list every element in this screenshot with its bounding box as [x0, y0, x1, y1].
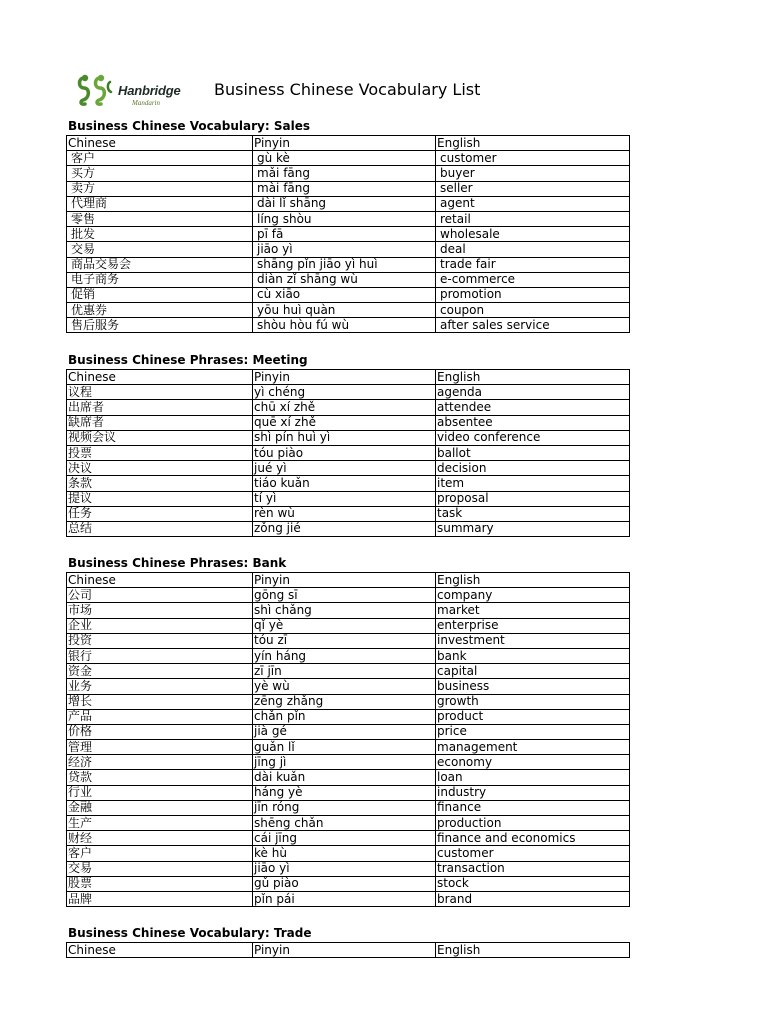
english-cell: proposal	[436, 491, 630, 506]
pinyin-cell: shòu hòu fú wù	[253, 318, 436, 333]
pinyin-cell: diàn zǐ shāng wù	[253, 272, 436, 287]
pinyin-cell: yín háng	[253, 648, 436, 663]
english-cell: company	[436, 588, 630, 603]
pinyin-cell: quē xí zhě	[253, 415, 436, 430]
seahorse-logo-icon	[76, 72, 118, 108]
table-row	[67, 400, 630, 415]
chinese-cell: 投资	[67, 633, 253, 648]
column-header-chinese: Chinese	[67, 370, 253, 385]
english-cell: ballot	[436, 445, 630, 460]
table-row	[67, 476, 630, 491]
pinyin-cell: shì pín huì yì	[253, 430, 436, 445]
english-cell: video conference	[436, 430, 630, 445]
english-cell: capital	[436, 664, 630, 679]
pinyin-cell: jué yì	[253, 461, 436, 476]
english-cell: enterprise	[436, 618, 630, 633]
table-row	[67, 755, 630, 770]
table-row	[67, 770, 630, 785]
table-row	[67, 891, 630, 906]
pinyin-cell: tóu zī	[253, 633, 436, 648]
table-row	[67, 318, 630, 333]
pinyin-cell: mǎi fāng	[253, 166, 436, 181]
table-row	[67, 521, 630, 536]
table-row	[67, 166, 630, 181]
chinese-cell: 金融	[67, 800, 253, 815]
column-header-pinyin: Pinyin	[253, 943, 436, 958]
pinyin-cell: guǎn lǐ	[253, 740, 436, 755]
english-cell: wholesale	[436, 227, 630, 242]
english-cell: e-commerce	[436, 272, 630, 287]
pinyin-cell: pī fā	[253, 227, 436, 242]
table-row	[67, 664, 630, 679]
table-row	[67, 846, 630, 861]
pinyin-cell: jià gé	[253, 724, 436, 739]
pinyin-cell: jīn róng	[253, 800, 436, 815]
table-row	[67, 151, 630, 166]
section-title: Business Chinese Phrases: Bank	[68, 556, 287, 570]
table-row	[67, 430, 630, 445]
pinyin-cell: shì chǎng	[253, 603, 436, 618]
english-cell: product	[436, 709, 630, 724]
table-row	[67, 242, 630, 257]
section-meeting	[66, 351, 630, 537]
table-row	[67, 740, 630, 755]
vocab-table	[66, 942, 630, 958]
table-row	[67, 211, 630, 226]
column-header-pinyin: Pinyin	[253, 136, 436, 151]
pinyin-cell: yì chéng	[253, 385, 436, 400]
pinyin-cell: tiáo kuǎn	[253, 476, 436, 491]
pinyin-cell: chū xí zhě	[253, 400, 436, 415]
table-row	[67, 694, 630, 709]
table-header-row	[67, 136, 630, 151]
vocab-table	[66, 135, 630, 333]
chinese-cell: 资金	[67, 664, 253, 679]
chinese-cell: 客户	[67, 151, 253, 166]
english-cell: brand	[436, 891, 630, 906]
table-header-row	[67, 573, 630, 588]
pinyin-cell: shēng chǎn	[253, 816, 436, 831]
chinese-cell: 管理	[67, 740, 253, 755]
pinyin-cell: mài fāng	[253, 181, 436, 196]
hanbridge-logo	[76, 72, 200, 112]
english-cell: finance	[436, 800, 630, 815]
chinese-cell: 总结	[67, 521, 253, 536]
english-cell: agenda	[436, 385, 630, 400]
english-cell: retail	[436, 211, 630, 226]
logo-wordmark: Hanbridge	[118, 83, 181, 98]
pinyin-cell: jiāo yì	[253, 861, 436, 876]
table-header-row	[67, 370, 630, 385]
table-row	[67, 648, 630, 663]
english-cell: task	[436, 506, 630, 521]
pinyin-cell: pǐn pái	[253, 891, 436, 906]
chinese-cell: 业务	[67, 679, 253, 694]
section-sales	[66, 117, 630, 333]
english-cell: economy	[436, 755, 630, 770]
english-cell: investment	[436, 633, 630, 648]
english-cell: decision	[436, 461, 630, 476]
column-header-english: English	[436, 370, 630, 385]
english-cell: market	[436, 603, 630, 618]
english-cell: after sales service	[436, 318, 630, 333]
table-row	[67, 272, 630, 287]
chinese-cell: 公司	[67, 588, 253, 603]
column-header-english: English	[436, 136, 630, 151]
column-header-chinese: Chinese	[67, 136, 253, 151]
english-cell: coupon	[436, 303, 630, 318]
english-cell: summary	[436, 521, 630, 536]
english-cell: attendee	[436, 400, 630, 415]
pinyin-cell: cái jīng	[253, 831, 436, 846]
pinyin-cell: líng shòu	[253, 211, 436, 226]
table-row	[67, 415, 630, 430]
table-row	[67, 785, 630, 800]
section-trade	[66, 924, 630, 958]
table-row	[67, 618, 630, 633]
chinese-cell: 促销	[67, 287, 253, 302]
section-bank	[66, 554, 630, 907]
table-row	[67, 257, 630, 272]
chinese-cell: 行业	[67, 785, 253, 800]
column-header-chinese: Chinese	[67, 573, 253, 588]
english-cell: buyer	[436, 166, 630, 181]
table-row	[67, 181, 630, 196]
pinyin-cell: tí yì	[253, 491, 436, 506]
table-row	[67, 876, 630, 891]
pinyin-cell: kè hù	[253, 846, 436, 861]
chinese-cell: 电子商务	[67, 272, 253, 287]
english-cell: customer	[436, 846, 630, 861]
english-cell: price	[436, 724, 630, 739]
table-row	[67, 445, 630, 460]
english-cell: absentee	[436, 415, 630, 430]
section-title: Business Chinese Vocabulary: Sales	[68, 119, 310, 133]
table-row	[67, 303, 630, 318]
column-header-english: English	[436, 573, 630, 588]
english-cell: growth	[436, 694, 630, 709]
english-cell: trade fair	[436, 257, 630, 272]
table-row	[67, 800, 630, 815]
chinese-cell: 财经	[67, 831, 253, 846]
pinyin-cell: chǎn pǐn	[253, 709, 436, 724]
pinyin-cell: gù kè	[253, 151, 436, 166]
pinyin-cell: rèn wù	[253, 506, 436, 521]
pinyin-cell: jiāo yì	[253, 242, 436, 257]
table-row	[67, 196, 630, 211]
table-row	[67, 831, 630, 846]
table-row	[67, 709, 630, 724]
chinese-cell: 企业	[67, 618, 253, 633]
chinese-cell: 经济	[67, 755, 253, 770]
chinese-cell: 投票	[67, 445, 253, 460]
english-cell: production	[436, 816, 630, 831]
chinese-cell: 市场	[67, 603, 253, 618]
table-row	[67, 816, 630, 831]
table-row	[67, 603, 630, 618]
chinese-cell: 代理商	[67, 196, 253, 211]
pinyin-cell: shāng pǐn jiāo yì huì	[253, 257, 436, 272]
pinyin-cell: tóu piào	[253, 445, 436, 460]
table-row	[67, 385, 630, 400]
english-cell: industry	[436, 785, 630, 800]
chinese-cell: 交易	[67, 242, 253, 257]
chinese-cell: 零售	[67, 211, 253, 226]
table-row	[67, 491, 630, 506]
pinyin-cell: cù xiāo	[253, 287, 436, 302]
chinese-cell: 任务	[67, 506, 253, 521]
chinese-cell: 条款	[67, 476, 253, 491]
table-row	[67, 588, 630, 603]
page-header	[76, 72, 636, 112]
pinyin-cell: zǒng jié	[253, 521, 436, 536]
pinyin-cell: gǔ piào	[253, 876, 436, 891]
document-title: Business Chinese Vocabulary List	[214, 80, 481, 99]
section-title: Business Chinese Vocabulary: Trade	[68, 926, 312, 940]
pinyin-cell: yè wù	[253, 679, 436, 694]
table-row	[67, 227, 630, 242]
english-cell: business	[436, 679, 630, 694]
table-row	[67, 724, 630, 739]
chinese-cell: 视频会议	[67, 430, 253, 445]
english-cell: bank	[436, 648, 630, 663]
english-cell: promotion	[436, 287, 630, 302]
pinyin-cell: gōng sī	[253, 588, 436, 603]
english-cell: seller	[436, 181, 630, 196]
column-header-chinese: Chinese	[67, 943, 253, 958]
table-row	[67, 287, 630, 302]
english-cell: item	[436, 476, 630, 491]
logo-subtitle: Mandarin	[132, 99, 160, 107]
chinese-cell: 批发	[67, 227, 253, 242]
pinyin-cell: háng yè	[253, 785, 436, 800]
english-cell: stock	[436, 876, 630, 891]
chinese-cell: 卖方	[67, 181, 253, 196]
pinyin-cell: dài kuǎn	[253, 770, 436, 785]
chinese-cell: 出席者	[67, 400, 253, 415]
pinyin-cell: dài lǐ shāng	[253, 196, 436, 211]
english-cell: loan	[436, 770, 630, 785]
pinyin-cell: qǐ yè	[253, 618, 436, 633]
table-row	[67, 506, 630, 521]
english-cell: transaction	[436, 861, 630, 876]
chinese-cell: 股票	[67, 876, 253, 891]
english-cell: customer	[436, 151, 630, 166]
chinese-cell: 交易	[67, 861, 253, 876]
chinese-cell: 买方	[67, 166, 253, 181]
english-cell: finance and economics	[436, 831, 630, 846]
chinese-cell: 优惠券	[67, 303, 253, 318]
pinyin-cell: zēng zhǎng	[253, 694, 436, 709]
table-row	[67, 461, 630, 476]
chinese-cell: 售后服务	[67, 318, 253, 333]
english-cell: deal	[436, 242, 630, 257]
chinese-cell: 商品交易会	[67, 257, 253, 272]
pinyin-cell: yōu huì quàn	[253, 303, 436, 318]
chinese-cell: 决议	[67, 461, 253, 476]
chinese-cell: 提议	[67, 491, 253, 506]
chinese-cell: 品牌	[67, 891, 253, 906]
section-title: Business Chinese Phrases: Meeting	[68, 353, 308, 367]
table-row	[67, 633, 630, 648]
table-row	[67, 679, 630, 694]
chinese-cell: 增长	[67, 694, 253, 709]
table-row	[67, 861, 630, 876]
pinyin-cell: jīng jì	[253, 755, 436, 770]
chinese-cell: 银行	[67, 648, 253, 663]
chinese-cell: 价格	[67, 724, 253, 739]
chinese-cell: 生产	[67, 816, 253, 831]
chinese-cell: 客户	[67, 846, 253, 861]
chinese-cell: 产品	[67, 709, 253, 724]
column-header-english: English	[436, 943, 630, 958]
table-header-row	[67, 943, 630, 958]
pinyin-cell: zī jīn	[253, 664, 436, 679]
chinese-cell: 议程	[67, 385, 253, 400]
column-header-pinyin: Pinyin	[253, 370, 436, 385]
english-cell: agent	[436, 196, 630, 211]
chinese-cell: 贷款	[67, 770, 253, 785]
english-cell: management	[436, 740, 630, 755]
vocab-table	[66, 572, 630, 907]
chinese-cell: 缺席者	[67, 415, 253, 430]
column-header-pinyin: Pinyin	[253, 573, 436, 588]
vocab-table	[66, 369, 630, 537]
